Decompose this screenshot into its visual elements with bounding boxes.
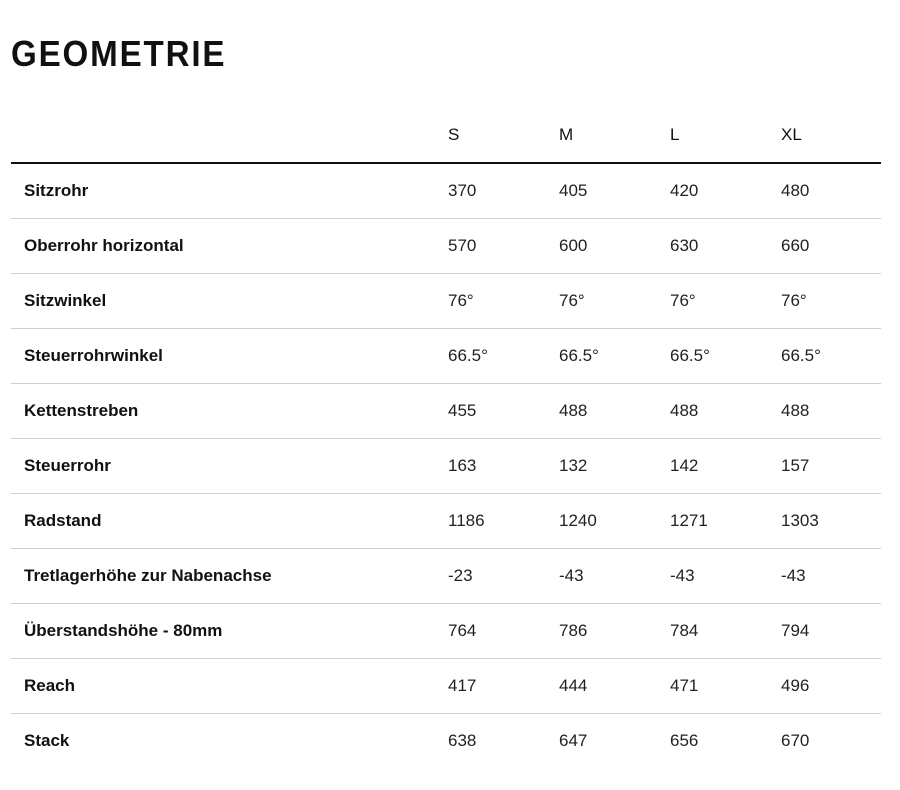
cell-value: 786 [548,604,659,659]
cell-value: 370 [437,163,548,219]
table-row [11,714,881,769]
cell-value: -43 [770,549,881,604]
row-label: Kettenstreben [11,384,437,439]
row-label: Stack [24,731,70,750]
size-header-m: M [548,108,659,163]
page-title: GEOMETRIE [11,33,227,74]
cell-value: 630 [659,219,770,274]
row-label: Reach [11,659,437,714]
cell-value: 496 [770,659,881,714]
cell-value: 784 [659,604,770,659]
geometry-table [11,108,881,768]
cell-value: 405 [548,163,659,219]
table-row [11,494,881,549]
cell-value: 455 [437,384,548,439]
cell-value: 1303 [770,494,881,549]
cell-value: 76° [659,274,770,329]
cell-value: 66.5° [659,329,770,384]
table-row [11,274,881,329]
cell-value: 570 [437,219,548,274]
table-row [11,384,881,439]
cell-value: 417 [437,659,548,714]
table-row [11,163,881,219]
cell-value: 132 [548,439,659,494]
table-row [11,439,881,494]
table-row [11,549,881,604]
cell-value: 638 [448,731,477,750]
cell-value: 656 [670,731,699,750]
row-label: Steuerrohr [11,439,437,494]
cell-value: 76° [548,274,659,329]
size-header-s: S [437,108,548,163]
cell-value: 142 [659,439,770,494]
cell-value: 76° [770,274,881,329]
size-header-xl: XL [770,108,881,163]
cell-value: 420 [659,163,770,219]
cell-value: 471 [659,659,770,714]
header-label-cell [11,108,437,163]
cell-value: 794 [770,604,881,659]
cell-value: 1240 [548,494,659,549]
cell-value: 600 [548,219,659,274]
row-label: Sitzrohr [11,163,437,219]
cell-value: 488 [548,384,659,439]
table-row [11,659,881,714]
row-label: Steuerrohrwinkel [11,329,437,384]
row-label: Radstand [11,494,437,549]
cell-value: 670 [781,731,810,750]
cell-value: 647 [559,731,588,750]
cell-value: 66.5° [548,329,659,384]
cell-value: 76° [437,274,548,329]
row-label: Tretlagerhöhe zur Nabenachse [11,549,437,604]
row-label: Sitzwinkel [11,274,437,329]
row-label: Überstandshöhe - 80mm [11,604,437,659]
table-header-row [11,108,881,163]
cell-value: 480 [770,163,881,219]
cell-value: 444 [548,659,659,714]
size-header-l: L [659,108,770,163]
cell-value: 1271 [659,494,770,549]
table-row [11,329,881,384]
cell-value: 764 [437,604,548,659]
row-label: Oberrohr horizontal [11,219,437,274]
table-row [11,219,881,274]
cell-value: -43 [659,549,770,604]
cell-value: -23 [437,549,548,604]
cell-value: 660 [770,219,881,274]
cell-value: -43 [548,549,659,604]
cell-value: 157 [770,439,881,494]
cell-value: 66.5° [770,329,881,384]
cell-value: 163 [437,439,548,494]
cell-value: 488 [659,384,770,439]
cell-value: 1186 [437,494,548,549]
cell-value: 66.5° [437,329,548,384]
cell-value: 488 [770,384,881,439]
table-row [11,604,881,659]
